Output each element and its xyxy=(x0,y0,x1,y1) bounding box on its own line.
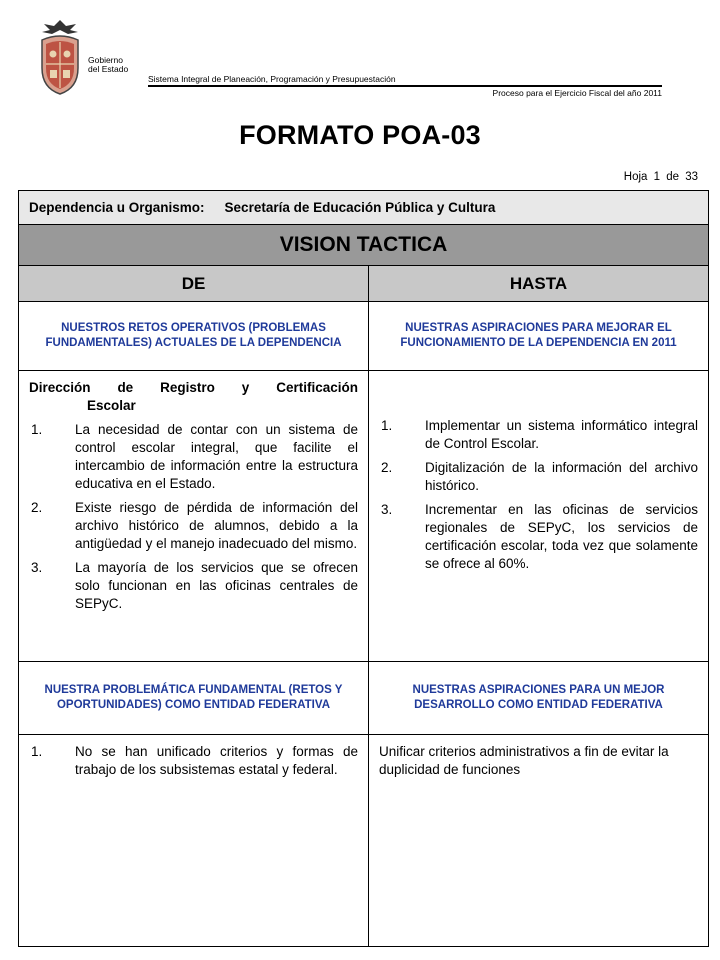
item-text: La mayoría de los servicios que se ofrecen solo funcionan en las oficinas centrales de SEPyC. xyxy=(75,560,358,611)
item-number: 2. xyxy=(31,500,43,515)
poa-table xyxy=(18,190,709,947)
item-text: La necesidad de contar con un sistema de control escolar integral, que facilite el intercambio de información entre la estructura educativa en el Estado. xyxy=(75,422,358,491)
item-text: No se han unificado criterios y formas de trabajo de los subsistemas estatal y federal. xyxy=(75,744,358,777)
aspiraciones-list xyxy=(379,417,698,573)
item-number: 3. xyxy=(381,502,393,517)
gobierno-label xyxy=(88,56,128,74)
aspiraciones-dependencia-cell xyxy=(369,371,709,662)
item-number: 2. xyxy=(381,460,393,475)
dependency-row xyxy=(19,191,709,225)
dependency-value: Secretaría de Educación Pública y Cultura xyxy=(224,200,496,215)
direction-title-cont: Escolar xyxy=(87,398,136,413)
item-number: 3. xyxy=(31,560,43,575)
page-number: Hoja 1 de 33 xyxy=(623,171,698,183)
problematica-cell xyxy=(19,735,369,947)
item-text: Implementar un sistema informático integral de Control Escolar. xyxy=(425,418,699,451)
item-number: 1. xyxy=(31,422,43,437)
aspiracion-text: Unificar criterios administrativos a fin de evitar la duplicidad de funciones xyxy=(379,744,669,777)
column-hasta-header: HASTA xyxy=(369,266,709,302)
vision-tactica-heading: VISION TACTICA xyxy=(19,225,709,266)
item-text: Digitalización de la información del archivo histórico. xyxy=(425,460,699,493)
retos-operativos-header: NUESTROS RETOS OPERATIVOS (PROBLEMAS FUNDAMENTALES) ACTUALES DE LA DEPENDENCIA xyxy=(19,302,369,371)
dependency-label: Dependencia u Organismo: xyxy=(29,200,205,215)
system-name: Sistema Integral de Planeación, Programación y Presupuestación xyxy=(148,74,396,84)
column-de-header: DE xyxy=(19,266,369,302)
aspiraciones-entidad-header: NUESTRAS ASPIRACIONES PARA UN MEJOR DESARROLLO COMO ENTIDAD FEDERATIVA xyxy=(369,662,709,735)
aspiraciones-dependencia-header: NUESTRAS ASPIRACIONES PARA MEJORAR EL FUNCIONAMIENTO DE LA DEPENDENCIA EN 2011 xyxy=(369,302,709,371)
retos-list xyxy=(29,421,358,613)
item-text: Incrementar en las oficinas de servicios regionales de SEPyC, los servicios de certificación escolar, toda vez que solamente se ofrece al 60%. xyxy=(425,502,699,571)
retos-operativos-cell xyxy=(19,371,369,662)
list-item xyxy=(29,559,358,613)
list-item xyxy=(29,499,358,553)
header-rule xyxy=(148,85,662,87)
list-item xyxy=(379,501,698,573)
item-number: 1. xyxy=(31,744,43,759)
direction-title: Dirección de Registro y Certificación xyxy=(29,380,358,395)
process-label: Proceso para el Ejercicio Fiscal del año 2011 xyxy=(492,88,662,98)
problematica-header: NUESTRA PROBLEMÁTICA FUNDAMENTAL (RETOS Y OPORTUNIDADES) COMO ENTIDAD FEDERATIVA xyxy=(19,662,369,735)
aspiraciones-entidad-cell xyxy=(369,735,709,947)
list-item xyxy=(379,459,698,495)
state-emblem-logo xyxy=(36,18,84,96)
item-text: Existe riesgo de pérdida de información del archivo histórico de alumnos, debido a la antigüedad y el manejo inadecuado del mismo. xyxy=(75,500,358,551)
gobierno-line1: Gobierno xyxy=(88,55,123,65)
page-title: FORMATO POA-03 xyxy=(239,120,481,150)
gobierno-line2: del Estado xyxy=(88,64,129,74)
item-number: 1. xyxy=(381,418,393,433)
list-item xyxy=(29,421,358,493)
list-item xyxy=(379,417,698,453)
list-item xyxy=(29,743,358,779)
problematica-list xyxy=(29,743,358,779)
